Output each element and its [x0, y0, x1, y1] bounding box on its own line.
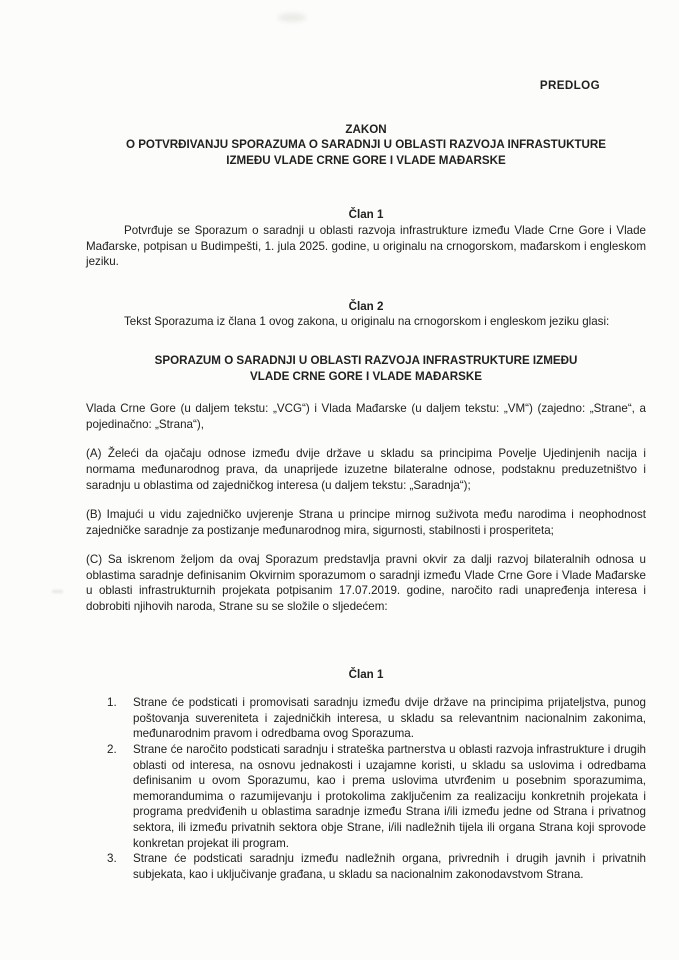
preamble-label-a: (A) — [86, 447, 102, 461]
agreement-title-line-1: SPORAZUM O SARADNJI U OBLASTI RAZVOJA INFRASTRUKTURE IZMEĐU — [154, 353, 578, 367]
law-title — [86, 122, 646, 169]
preamble-label-b: (B) — [86, 508, 102, 522]
agreement-article-1-list — [86, 695, 646, 882]
law-title-line-1: ZAKON — [345, 122, 387, 136]
preamble-paragraph-a — [86, 446, 646, 493]
scan-smudge — [278, 13, 306, 22]
law-title-line-2: O POTVRĐIVANJU SPORAZUMA O SARADNJI U OBLASTI RAZVOJA INFRASTUKTURE — [125, 138, 607, 152]
list-item-number: 3. — [107, 852, 117, 866]
preamble-label-c: (C) — [86, 553, 103, 567]
list-item — [86, 695, 646, 742]
preamble-text-a: Želeći da ojačaju odnose između dvije države u skladu sa principima Povelje Ujedinjenih nacija i normama međunarodnog prava, da unaprijede izuzetne bilateralne odnose, podstaknu preduzetništvo i saradnju u oblastima od zajedničkog interesa (u daljem tekstu: „Saradnja“); — [86, 447, 646, 492]
proposal-tag: PREDLOG — [539, 79, 600, 92]
preamble-paragraph-b — [86, 507, 646, 538]
list-item — [86, 851, 646, 882]
list-item-text: Strane će naročito podsticati saradnju i strateška partnerstva u oblasti razvoja infrastrukture i drugih oblasti od interesa, na osnovu jednakosti i uzajamne koristi, u skladu sa uslovima i odredbama definisanim u ovom Sporazumu, kao i prema uslovima utvrđenim u posebnim sporazumima, memorandumima o razumijevanju i protokolima zaključenim za realizaciju konkretnih projekata i programa predviđenih u oblastima saradnje između Strana i/ili između jedne od Strana i privatnog sektora, ili između privatnih sektora obje Strane, i/ili nadležnih tijela ili organa Strana koji sprovode konkretan projekat ili program. — [133, 743, 646, 850]
law-article-1-heading: Član 1 — [348, 208, 384, 222]
law-article-2-text: Tekst Sporazuma iz člana 1 ovog zakona, u originalu na crnogorskom i engleskom jeziku glasi: — [124, 315, 610, 329]
preamble-paragraph-c — [86, 552, 646, 614]
preamble-text-b: Imajući u vidu zajedničko uvjerenje Strana u principe mirnog suživota među narodima i neophodnost zajedničke saradnje za postizanje međunarodnog mira, sigurnosti, stabilnosti i prosperiteta; — [86, 508, 646, 537]
list-item-number: 2. — [107, 743, 117, 757]
list-item-number: 1. — [107, 696, 117, 710]
agreement-title — [86, 353, 646, 384]
list-item-text: Strane će podsticati i promovisati saradnju između dvije države na principima prijateljstva, punog poštovanja suvereniteta i zajedničkih interesa, u skladu sa relevantnim nacionalnim zakonima, međunarodnim pravom i odredbama ovog Sporazuma. — [133, 696, 646, 741]
preamble-text-c: Sa iskrenom željom da ovaj Sporazum predstavlja pravni okvir za dalji razvoj bilateralnih odnosa u oblastima saradnje definisanim Okvirnim sporazumom o saradnji između Vlade Crne Gore i Vlade Mađarske u oblasti infrastrukturnih projekata potpisanim 17.07.2019. godine, naročito radi unapređenja interesa i dobrobiti njihovih naroda, Strane su se složile o sljedećem: — [86, 553, 646, 614]
scan-mark — [52, 590, 63, 593]
law-article-2-heading: Član 2 — [348, 299, 384, 313]
list-item — [86, 742, 646, 851]
list-item-text: Strane će podsticati saradnju između nadležnih organa, privrednih i drugih javnih i privatnih subjekata, kao i uključivanje građana, u skladu sa nacionalnim zakonodavstvom Strana. — [133, 852, 646, 881]
agreement-article-1-heading: Član 1 — [348, 667, 384, 681]
agreement-title-line-2: VLADE CRNE GORE I VLADE MAĐARSKE — [250, 369, 482, 383]
law-title-line-3: IZMEĐU VLADE CRNE GORE I VLADE MAĐARSKE — [226, 153, 506, 167]
agreement-parties-text: Vlada Crne Gore (u daljem tekstu: „VCG“) i Vlada Mađarske (u daljem tekstu: „VM“) (zajedno: „Strane“, a pojedinačno: „Strana“), — [86, 402, 646, 431]
law-article-1-text: Potvrđuje se Sporazum o saradnji u oblasti razvoja infrastrukture između Vlade Crne Gore i Vlade Mađarske, potpisan u Budimpešti, 1. jula 2025. godine, u originalu na crnogorskom, mađarskom i engleskom jeziku. — [86, 223, 646, 269]
